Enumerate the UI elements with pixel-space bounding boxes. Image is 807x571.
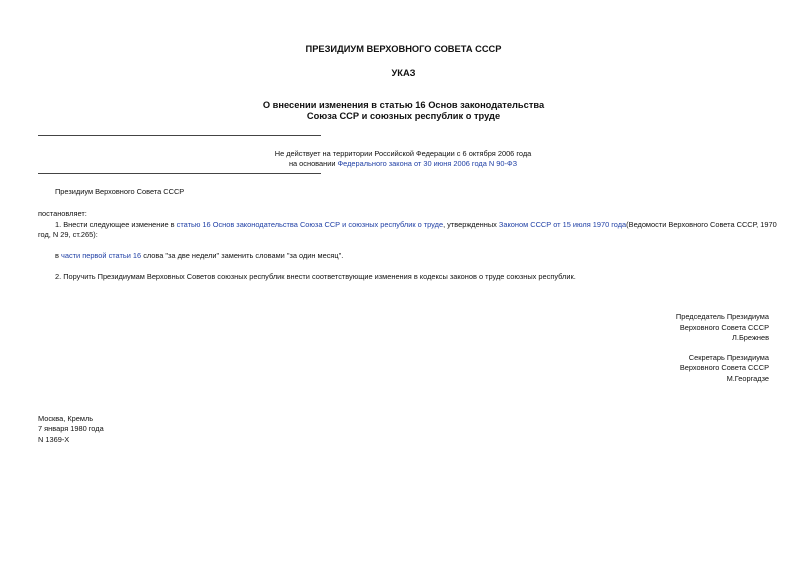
issuer-text: Президиум Верховного Совета СССР — [55, 187, 185, 196]
document-title-line1: О внесении изменения в статью 16 Основ законодательства — [262, 100, 545, 110]
footer-number: N 1369-X — [38, 435, 70, 444]
item1-line1 — [55, 219, 777, 230]
status-note-prefix: на основании — [288, 159, 338, 168]
chair-title-line2: Верховного Совета СССР — [679, 323, 769, 332]
footer-place: Москва, Кремль — [38, 414, 94, 423]
item2-text: 2. Поручить Президиумам Верховных Советов союзных республик внести соответствующие изменения в кодексы законов о труде союзных республик. — [55, 272, 576, 281]
divider-bottom — [38, 173, 321, 174]
status-note-line1: Не действует на территории Российской Федерации с 6 октября 2006 года — [274, 149, 532, 158]
article16-link[interactable]: статью 16 Основ законодательства Союза ССР и союзных республик о труде — [176, 220, 444, 229]
chair-title-line1: Председатель Президиума — [675, 312, 769, 321]
decrees-text: постановляет: — [38, 209, 87, 218]
amendment-body: слова "за две недели" заменить словами "за один месяц". — [141, 251, 344, 260]
item1-text-b: , утвержденных — [443, 220, 499, 229]
item1-text-a: 1. Внести следующее изменение в — [55, 220, 177, 229]
item1-text-c: (Ведомости Верховного Совета СССР, 1970 — [626, 220, 777, 229]
article16-part1-link[interactable]: части первой статьи 16 — [60, 251, 142, 260]
amendment-prefix: в — [55, 251, 61, 260]
divider-top — [38, 135, 321, 136]
federal-law-link[interactable]: Федерального закона от 30 июня 2006 года N 90-ФЗ — [337, 159, 518, 168]
item1-line2: год, N 29, ст.265): — [38, 230, 98, 239]
amendment-text — [55, 250, 343, 261]
ussr-law-link[interactable]: Законом СССР от 15 июля 1970 года — [498, 220, 627, 229]
status-note-line2 — [200, 158, 606, 169]
secretary-title-line2: Верховного Совета СССР — [679, 363, 769, 372]
document-type: УКАЗ — [391, 68, 416, 78]
footer-date: 7 января 1980 года — [38, 424, 104, 433]
chair-name: Л.Брежнев — [732, 333, 769, 342]
secretary-title-line1: Секретарь Президиума — [688, 353, 769, 362]
document-title-line2: Союза ССР и союзных республик о труде — [306, 111, 501, 121]
secretary-name: М.Георгадзе — [726, 374, 769, 383]
organ-heading: ПРЕЗИДИУМ ВЕРХОВНОГО СОВЕТА СССР — [305, 44, 502, 54]
